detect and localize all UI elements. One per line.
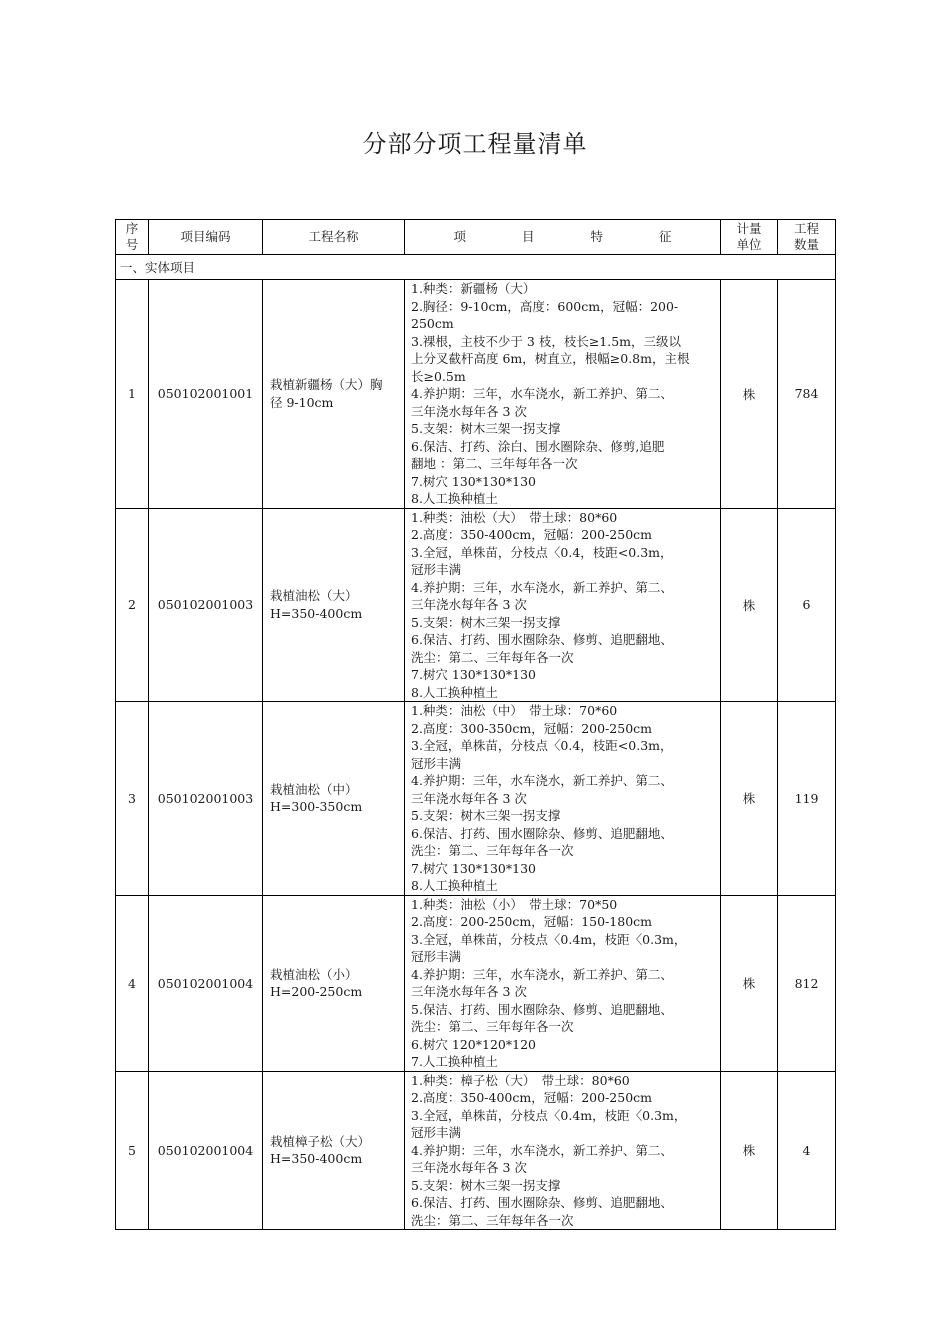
feature-line: 3.全冠，单株苗，分枝点〈0.4m，枝距〈0.3m， xyxy=(411,931,687,947)
feature-line: 4.养护期：三年，水车浇水，新工养护、第二、 xyxy=(411,966,673,982)
feature-line: 3.全冠，单株苗，分枝点〈0.4，枝距<0.3m， xyxy=(411,544,673,560)
row-unit: 株 xyxy=(721,508,778,702)
table-row xyxy=(116,702,836,896)
row-name-line: H=350-400cm xyxy=(270,1151,363,1167)
feature-line: 冠形丰满 xyxy=(411,755,462,771)
feature-line: 4.养护期：三年，水车浇水，新工养护、第二、 xyxy=(411,1142,673,1158)
table-row xyxy=(116,280,836,509)
feature-line: 2.胸径：9-10cm，高度：600cm，冠幅：200-250cm xyxy=(411,298,679,331)
feature-line: 三年浇水每年各 3 次 xyxy=(411,597,527,612)
feature-line: 3.全冠，单株苗，分枝点〈0.4m，枝距〈0.3m， xyxy=(411,1107,687,1123)
row-qty: 6 xyxy=(778,508,836,702)
row-code: 050102001003 xyxy=(149,508,263,702)
row-name xyxy=(263,895,405,1071)
row-qty: 119 xyxy=(778,702,836,896)
feature-line: 翻地 ：第二、三年每年各一次 xyxy=(411,456,578,471)
row-unit: 株 xyxy=(721,702,778,896)
table-row xyxy=(116,1071,836,1230)
row-features xyxy=(405,280,721,509)
row-name xyxy=(263,1071,405,1230)
row-name-line: 栽植油松（大） xyxy=(270,588,358,604)
row-name-line: 栽植樟子松（大） xyxy=(270,1133,371,1149)
feature-line: 洗尘：第二、三年每年各一次 xyxy=(411,1212,574,1228)
row-code: 050102001001 xyxy=(149,280,263,509)
row-unit: 株 xyxy=(721,280,778,509)
row-name xyxy=(263,508,405,702)
row-features xyxy=(405,702,721,896)
row-name-line: 径 9-10cm xyxy=(270,394,334,410)
feature-line: 5.支架：树木三架一拐支撑 xyxy=(411,421,561,436)
feature-line: 1.种类：樟子松（大） 带土球：80*60 xyxy=(411,1072,630,1088)
feature-line: 5.保洁、打药、围水圈除杂、修剪、追肥翻地、 xyxy=(411,1001,673,1017)
feature-line: 4.养护期：三年，水车浇水，新工养护、第二、 xyxy=(411,773,673,788)
feature-line: 长≥0.5m xyxy=(411,368,466,384)
feature-line: 冠形丰满 xyxy=(411,949,462,964)
row-unit: 株 xyxy=(721,895,778,1071)
feature-line: 4.养护期：三年，水车浇水，新工养护、第二、 xyxy=(411,386,673,401)
feature-line: 8.人工换种植土 xyxy=(411,878,498,893)
feature-line: 三年浇水每年各 3 次 xyxy=(411,790,527,806)
row-seq: 2 xyxy=(116,508,149,702)
header-features-label: 项 目 特 征 xyxy=(453,229,698,244)
feature-line: 2.高度：200-250cm，冠幅：150-180cm xyxy=(411,914,653,929)
row-features xyxy=(405,508,721,702)
feature-line: 6.保洁、打药、围水圈除杂、修剪、追肥翻地、 xyxy=(411,1195,673,1210)
row-code: 050102001003 xyxy=(149,702,263,896)
row-code: 050102001004 xyxy=(149,895,263,1071)
feature-line: 1.种类：油松（大） 带土球：80*60 xyxy=(411,509,618,525)
feature-line: 8.人工换种植土 xyxy=(411,491,498,506)
feature-line: 6.保洁、打药、围水圈除杂、修剪、追肥翻地、 xyxy=(411,632,673,647)
feature-line: 6.保洁、打药、围水圈除杂、修剪、追肥翻地、 xyxy=(411,825,673,841)
feature-line: 6.树穴 120*120*120 xyxy=(411,1036,536,1052)
feature-line: 1.种类：油松（小） 带土球：70*50 xyxy=(411,896,618,912)
feature-line: 洗尘：第二、三年每年各一次 xyxy=(411,649,574,665)
feature-line: 1.种类：新疆杨（大） xyxy=(411,281,536,296)
header-seq: 序号 xyxy=(116,220,149,255)
section-label: 一、实体项目 xyxy=(116,255,836,280)
row-name-line: H=200-250cm xyxy=(270,984,363,999)
feature-line: 洗尘：第二、三年每年各一次 xyxy=(411,843,574,858)
feature-line: 三年浇水每年各 3 次 xyxy=(411,403,527,419)
row-code: 050102001004 xyxy=(149,1071,263,1230)
row-name-line: 栽植油松（小） xyxy=(270,966,358,982)
feature-line: 2.高度：300-350cm，冠幅：200-250cm xyxy=(411,720,653,736)
feature-line: 5.支架：树木三架一拐支撑 xyxy=(411,808,561,823)
row-unit: 株 xyxy=(721,1071,778,1230)
header-code: 项目编码 xyxy=(149,220,263,255)
feature-line: 洗尘：第二、三年每年各一次 xyxy=(411,1019,574,1034)
table-row xyxy=(116,895,836,1071)
header-name: 工程名称 xyxy=(263,220,405,255)
feature-line: 5.支架：树木三架一拐支撑 xyxy=(411,1177,561,1193)
bill-of-quantities-table xyxy=(115,219,836,1230)
feature-line: 6.保洁、打药、涂白、围水圈除杂、修剪,追肥 xyxy=(411,438,665,454)
row-name-line: 栽植油松（中） xyxy=(270,781,358,797)
row-name-line: H=300-350cm xyxy=(270,799,363,815)
feature-line: 5.支架：树木三架一拐支撑 xyxy=(411,614,561,630)
feature-line: 三年浇水每年各 3 次 xyxy=(411,1160,527,1175)
feature-line: 3.全冠，单株苗，分枝点〈0.4，枝距<0.3m， xyxy=(411,738,673,753)
page-title: 分部分项工程量清单 xyxy=(362,130,588,158)
feature-line: 三年浇水每年各 3 次 xyxy=(411,984,527,999)
feature-line: 上分叉截杆高度 6m，树直立，根幅≥0.8m，主根 xyxy=(411,351,690,366)
feature-line: 7.树穴 130*130*130 xyxy=(411,667,536,682)
feature-line: 1.种类：油松（中） 带土球：70*60 xyxy=(411,703,618,718)
row-qty: 4 xyxy=(778,1071,836,1230)
row-seq: 3 xyxy=(116,702,149,896)
header-features xyxy=(405,220,721,255)
feature-line: 冠形丰满 xyxy=(411,1125,462,1140)
row-name xyxy=(263,280,405,509)
row-name-line: H=350-400cm xyxy=(270,605,363,621)
feature-line: 8.人工换种植土 xyxy=(411,684,498,700)
row-name xyxy=(263,702,405,896)
row-seq: 1 xyxy=(116,280,149,509)
section-row xyxy=(116,255,836,280)
table-row xyxy=(116,508,836,702)
feature-line: 7.人工换种植土 xyxy=(411,1054,498,1069)
row-seq: 5 xyxy=(116,1071,149,1230)
row-name-line: 栽植新疆杨（大）胸 xyxy=(270,377,383,393)
feature-line: 3.裸根，主枝不少于 3 枝，枝长≥1.5m，三级以 xyxy=(411,333,682,349)
row-features xyxy=(405,1071,721,1230)
header-qty: 工程数量 xyxy=(778,220,836,255)
feature-line: 2.高度：350-400cm，冠幅：200-250cm xyxy=(411,1090,653,1105)
header-row xyxy=(116,220,836,255)
row-features xyxy=(405,895,721,1071)
row-qty: 784 xyxy=(778,280,836,509)
feature-line: 7.树穴 130*130*130 xyxy=(411,860,536,876)
header-unit: 计量单位 xyxy=(721,220,778,255)
row-qty: 812 xyxy=(778,895,836,1071)
feature-line: 4.养护期：三年，水车浇水，新工养护、第二、 xyxy=(411,579,673,595)
feature-line: 冠形丰满 xyxy=(411,562,462,577)
feature-line: 7.树穴 130*130*130 xyxy=(411,473,536,489)
row-seq: 4 xyxy=(116,895,149,1071)
feature-line: 2.高度：350-400cm，冠幅：200-250cm xyxy=(411,527,653,542)
